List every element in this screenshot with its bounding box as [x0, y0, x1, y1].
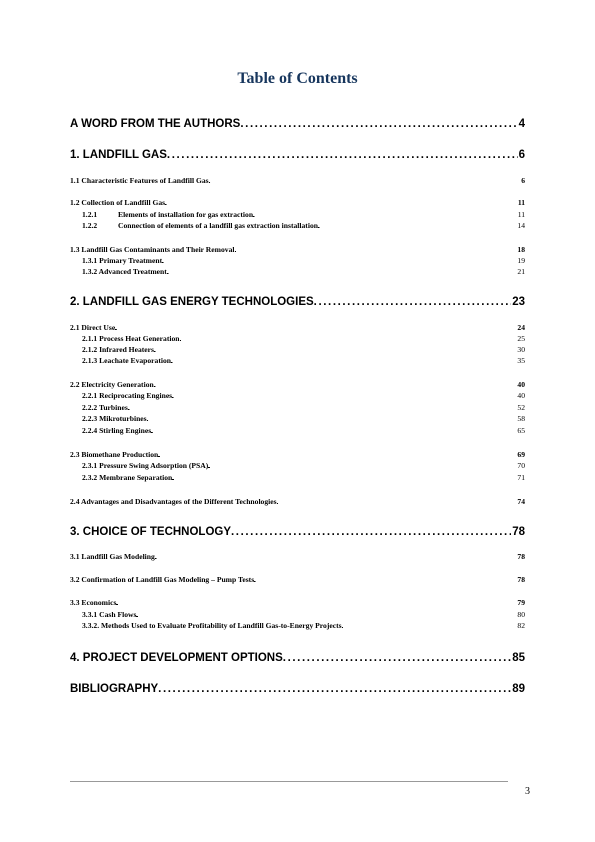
toc-entry[interactable] — [82, 426, 525, 436]
toc-entry-page: 24 — [517, 323, 525, 332]
dot-leader — [115, 323, 516, 332]
toc-entry-label: 2.2.4 Stirling Engines — [82, 426, 152, 435]
dot-leader — [180, 334, 517, 343]
dot-leader — [231, 526, 511, 538]
toc-entry[interactable] — [82, 610, 525, 620]
toc-entry-page: 11 — [517, 210, 525, 219]
toc-entry-label: 1.2 Collection of Landfill Gas — [70, 198, 166, 207]
toc-entry-page: 58 — [517, 414, 525, 423]
toc-entry-page: 89 — [512, 683, 525, 695]
toc-entry[interactable] — [70, 323, 525, 333]
toc-entry-page: 80 — [517, 610, 525, 619]
toc-entry-page: 85 — [512, 652, 525, 664]
toc-entry-label: 2.1 Direct Use — [70, 323, 116, 332]
toc-entry[interactable] — [82, 356, 525, 366]
toc-entry[interactable] — [70, 683, 525, 698]
toc-entry-label: 2.2.3 Mikroturbines — [82, 414, 147, 423]
toc-entry[interactable] — [70, 575, 525, 585]
dot-leader — [171, 356, 516, 365]
toc-entry[interactable] — [70, 149, 525, 164]
toc-entry[interactable] — [82, 473, 525, 483]
toc-entry-label: 2.2.1 Reciprocating Engines — [82, 391, 173, 400]
dot-leader — [162, 256, 516, 265]
toc-entry-page: 65 — [517, 426, 525, 435]
dot-leader — [254, 575, 516, 584]
dot-leader — [154, 345, 516, 354]
dot-leader — [147, 414, 517, 423]
toc-entry[interactable] — [82, 345, 525, 355]
toc-entry-page: 40 — [517, 391, 525, 400]
toc-entry[interactable] — [70, 198, 525, 208]
toc-entry-page: 78 — [512, 526, 525, 538]
toc-entry-page: 6 — [518, 149, 525, 161]
toc-entry-page: 23 — [512, 296, 525, 308]
toc-entry-page: 18 — [517, 245, 525, 254]
toc-entry-label: 3.3.1 Cash Flows — [82, 610, 137, 619]
toc-entry-number: 1.2.2 — [82, 221, 98, 230]
toc-entry-page: 40 — [517, 380, 525, 389]
dot-leader — [172, 391, 516, 400]
toc-entry[interactable] — [82, 621, 525, 631]
toc-entry[interactable] — [70, 450, 525, 460]
toc-entry[interactable] — [70, 296, 525, 311]
dot-leader — [277, 497, 517, 506]
toc-entry[interactable] — [70, 176, 525, 186]
dot-leader — [155, 552, 517, 561]
page-number: 3 — [525, 786, 530, 797]
toc-entry-page: 69 — [517, 450, 525, 459]
toc-entry-label: 2.1.2 Infrared Heaters — [82, 345, 154, 354]
toc-entry-page: 25 — [517, 334, 525, 343]
dot-leader — [208, 461, 516, 470]
dot-leader — [209, 176, 521, 185]
toc-entry-number: 1.2.1 — [82, 210, 98, 219]
toc-entry[interactable] — [70, 245, 525, 255]
toc-entry-label: 3. CHOICE OF TECHNOLOGY — [70, 526, 232, 538]
toc-entry[interactable] — [82, 210, 525, 220]
toc-entry-label: 2. LANDFILL GAS ENERGY TECHNOLOGIES — [70, 296, 314, 308]
toc-entry-page: 4 — [518, 118, 525, 130]
toc-entry-page: 78 — [517, 575, 525, 584]
dot-leader — [158, 450, 516, 459]
toc-entry-label: 1.3.2 Advanced Treatment — [82, 267, 167, 276]
toc-entry-page: 71 — [517, 473, 525, 482]
toc-entry-label: Elements of installation for gas extraction — [118, 210, 254, 219]
toc-entry-page: 70 — [517, 461, 525, 470]
toc-entry-label: 2.1.3 Leachate Evaporation — [82, 356, 172, 365]
toc-entry[interactable] — [82, 414, 525, 424]
toc-entry-label: 2.4 Advantages and Disadvantages of the Different Technologies — [70, 497, 277, 506]
toc-entry[interactable] — [82, 403, 525, 413]
toc-entry-label: 1.3 Landfill Gas Contaminants and Their Removal — [70, 245, 235, 254]
dot-leader — [253, 210, 517, 219]
dot-leader — [128, 403, 517, 412]
toc-entry-page: 21 — [517, 267, 525, 276]
toc-entry-label: 1.1 Characteristic Features of Landfill Gas — [70, 176, 209, 185]
dot-leader — [172, 473, 516, 482]
dot-leader — [342, 621, 517, 630]
toc-entry[interactable] — [82, 334, 525, 344]
toc-entry-label: 2.2.2 Turbines — [82, 403, 128, 412]
dot-leader — [235, 245, 517, 254]
toc-entry-label: 3.2 Confirmation of Landfill Gas Modeling – Pump Tests — [70, 575, 255, 584]
toc-entry[interactable] — [82, 221, 525, 231]
toc-entry-page: 11 — [517, 198, 525, 207]
toc-entry-page: 30 — [517, 345, 525, 354]
toc-entry[interactable] — [82, 256, 525, 266]
dot-leader — [314, 296, 512, 308]
toc-entry[interactable] — [70, 118, 525, 133]
dot-leader — [283, 652, 511, 664]
toc-entry-label: BIBLIOGRAPHY — [70, 683, 159, 695]
toc-entry-label: 3.3.2. Methods Used to Evaluate Profitability of Landfill Gas-to-Energy Projects — [82, 621, 342, 630]
toc-entry[interactable] — [82, 461, 525, 471]
toc-entry-label: Connection of elements of a landfill gas extraction installation — [118, 221, 318, 230]
toc-entry-page: 82 — [517, 621, 525, 630]
dot-leader — [136, 610, 516, 619]
dot-leader — [158, 683, 511, 695]
footer-divider — [70, 781, 508, 782]
toc-entry-label: 2.1.1 Process Heat Generation — [82, 334, 180, 343]
toc-entry-page: 74 — [517, 497, 525, 506]
dot-leader — [167, 149, 518, 161]
dot-leader — [116, 598, 516, 607]
dot-leader — [240, 118, 517, 130]
dot-leader — [154, 380, 517, 389]
toc-entry-label: 3.1 Landfill Gas Modeling — [70, 552, 155, 561]
toc-entry-page: 19 — [517, 256, 525, 265]
toc-entry[interactable] — [70, 380, 525, 390]
toc-entry-page: 35 — [517, 356, 525, 365]
page-title: Table of Contents — [237, 70, 358, 87]
toc-entry-page: 78 — [517, 552, 525, 561]
toc-entry-label: 2.2 Electricity Generation — [70, 380, 154, 389]
toc-entry-page: 52 — [517, 403, 525, 412]
toc-entry-page: 6 — [521, 176, 525, 185]
toc-entry-label: 3.3 Economics — [70, 598, 117, 607]
dot-leader — [167, 267, 517, 276]
toc-entry-label: 1. LANDFILL GAS — [70, 149, 167, 161]
toc-entry-label: A WORD FROM THE AUTHORS — [70, 118, 241, 130]
toc-entry[interactable] — [70, 652, 525, 667]
toc-entry[interactable] — [82, 391, 525, 401]
toc-entry-label: 2.3.1 Pressure Swing Adsorption (PSA) — [82, 461, 209, 470]
dot-leader — [165, 198, 517, 207]
toc-entry[interactable] — [70, 552, 525, 562]
toc-entry-label: 4. PROJECT DEVELOPMENT OPTIONS — [70, 652, 283, 664]
toc-entry[interactable] — [82, 267, 525, 277]
toc-entry[interactable] — [70, 497, 525, 507]
toc-entry-label: 2.3 Biomethane Production — [70, 450, 159, 459]
toc-entry[interactable] — [70, 598, 525, 608]
toc-entry-page: 79 — [517, 598, 525, 607]
dot-leader — [318, 221, 516, 230]
dot-leader — [151, 426, 516, 435]
toc-entry-label: 1.3.1 Primary Treatment — [82, 256, 163, 265]
toc-entry[interactable] — [70, 526, 525, 541]
toc-entry-page: 14 — [517, 221, 525, 230]
toc-entry-label: 2.3.2 Membrane Separation — [82, 473, 173, 482]
